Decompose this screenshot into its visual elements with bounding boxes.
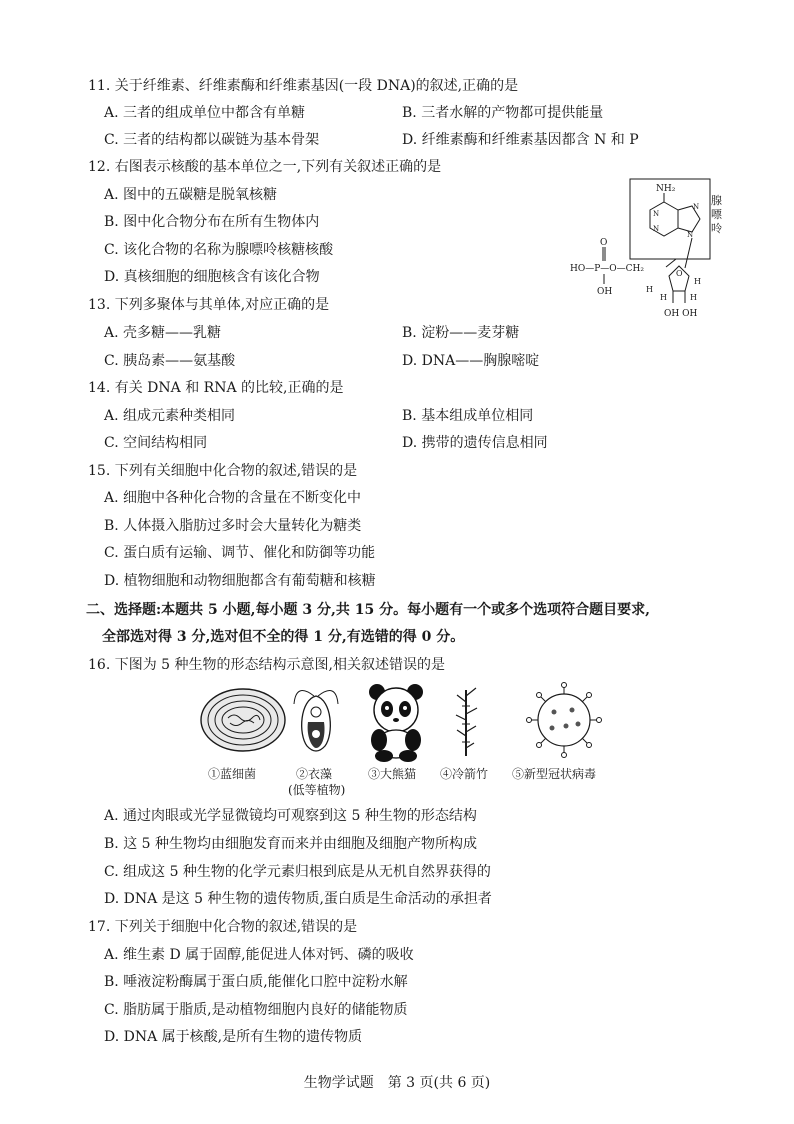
q17-option-b: B. 唾液淀粉酶属于蛋白质,能催化口腔中淀粉水解	[104, 974, 408, 990]
label-coronavirus: ⑤新型冠状病毒	[512, 767, 597, 781]
phosphate-o-label: O	[600, 238, 608, 248]
five-organisms-figure	[196, 682, 622, 798]
q17-option-c: C. 脂肪属于脂质,是动植物细胞内良好的储能物质	[104, 1002, 408, 1018]
ring-o-label: O	[676, 269, 683, 278]
q14-option-b: B. 基本组成单位相同	[402, 408, 534, 424]
q12-option-b: B. 图中化合物分布在所有生物体内	[104, 214, 320, 230]
svg-text:N: N	[687, 231, 694, 239]
chlamydomonas-drawing	[294, 691, 338, 751]
h-label-inner-right: H	[690, 293, 697, 302]
bamboo-drawing	[456, 688, 477, 756]
q15-option-d: D. 植物细胞和动物细胞都含有葡萄糖和核糖	[104, 573, 376, 589]
base-label-2: 嘌	[711, 208, 722, 221]
page-footer: 生物学试题 第 3 页(共 6 页)	[303, 1075, 491, 1091]
q17-stem: 17. 下列关于细胞中化合物的叙述,错误的是	[88, 919, 358, 935]
q11-option-b: B. 三者水解的产物都可提供能量	[402, 105, 604, 121]
panda-drawing	[369, 684, 423, 762]
q13-option-b: B. 淀粉——麦芽糖	[402, 325, 520, 341]
label-chlamydomonas: ②衣藻	[296, 767, 333, 781]
q15-option-b: B. 人体摄入脂肪过多时会大量转化为糖类	[104, 518, 362, 534]
section-2-instructions: 全部选对得 3 分,选对但不全的得 1 分,有选错的得 0 分。	[102, 629, 465, 645]
q13-option-c: C. 胰岛素——氨基酸	[104, 353, 236, 369]
q13-option-d: D. DNA——胸腺嘧啶	[402, 353, 540, 369]
q16-option-d: D. DNA 是这 5 种生物的遗传物质,蛋白质是生命活动的承担者	[104, 891, 492, 907]
svg-text:N: N	[653, 210, 660, 218]
q13-stem: 13. 下列多聚体与其单体,对应正确的是	[88, 297, 330, 313]
q14-option-c: C. 空间结构相同	[104, 435, 208, 451]
phosphate-oh-label: OH	[597, 287, 613, 297]
q17-option-d: D. DNA 属于核酸,是所有生物的遗传物质	[104, 1029, 363, 1045]
q14-option-d: D. 携带的遗传信息相同	[402, 435, 548, 451]
h-label-inner-left: H	[660, 293, 667, 302]
q15-option-c: C. 蛋白质有运输、调节、催化和防御等功能	[104, 545, 376, 561]
q11-option-a: A. 三者的组成单位中都含有单糖	[104, 105, 306, 121]
cyanobacteria-drawing	[201, 689, 285, 751]
coronavirus-drawing	[527, 683, 602, 758]
label-panda: ③大熊猫	[368, 767, 417, 781]
svg-text:N: N	[653, 225, 660, 233]
q15-stem: 15. 下列有关细胞中化合物的叙述,错误的是	[88, 463, 358, 479]
sugar-oh-label: OH OH	[664, 309, 698, 319]
q11-option-d: D. 纤维素酶和纤维素基因都含 N 和 P	[402, 132, 639, 148]
q11-option-c: C. 三者的结构都以碳链为基本骨架	[104, 132, 320, 148]
nucleotide-structure-figure	[566, 176, 746, 324]
section-2-heading: 二、选择题:本题共 5 小题,每小题 3 分,共 15 分。每小题有一个或多个选项符合题目要求,	[86, 602, 650, 618]
q12-option-a: A. 图中的五碳糖是脱氧核糖	[104, 187, 278, 203]
svg-text:N: N	[693, 203, 700, 211]
base-label-3: 呤	[711, 222, 722, 235]
q13-option-a: A. 壳多糖——乳糖	[104, 325, 222, 341]
q15-option-a: A. 细胞中各种化合物的含量在不断变化中	[104, 490, 362, 506]
q12-stem: 12. 右图表示核酸的基本单位之一,下列有关叙述正确的是	[88, 159, 442, 175]
q14-stem: 14. 有关 DNA 和 RNA 的比较,正确的是	[88, 380, 344, 396]
h-label-left: H	[646, 285, 653, 294]
q12-option-c: C. 该化合物的名称为腺嘌呤核糖核酸	[104, 242, 334, 258]
q16-option-c: C. 组成这 5 种生物的化学元素归根到底是从无机自然界获得的	[104, 864, 491, 880]
q14-option-a: A. 组成元素种类相同	[104, 408, 236, 424]
q16-stem: 16. 下图为 5 种生物的形态结构示意图,相关叙述错误的是	[88, 657, 445, 673]
q11-stem: 11. 关于纤维素、纤维素酶和纤维素基因(一段 DNA)的叙述,正确的是	[88, 78, 519, 94]
label-bamboo: ④冷箭竹	[440, 767, 489, 781]
base-label-1: 腺	[711, 194, 722, 207]
q12-option-d: D. 真核细胞的细胞核含有该化合物	[104, 269, 320, 285]
label-lower-plant: (低等植物)	[288, 783, 346, 797]
q16-option-b: B. 这 5 种生物均由细胞发育而来并由细胞及细胞产物所构成	[104, 836, 477, 852]
q16-option-a: A. 通过肉眼或光学显微镜均可观察到这 5 种生物的形态结构	[104, 808, 477, 824]
nh2-label: NH₂	[656, 184, 676, 194]
phosphate-group-label: HO—P—O—CH₂	[570, 264, 645, 274]
label-cyanobacteria: ①蓝细菌	[208, 767, 257, 781]
h-label-right: H	[694, 277, 701, 286]
q17-option-a: A. 维生素 D 属于固醇,能促进人体对钙、磷的吸收	[104, 947, 414, 963]
